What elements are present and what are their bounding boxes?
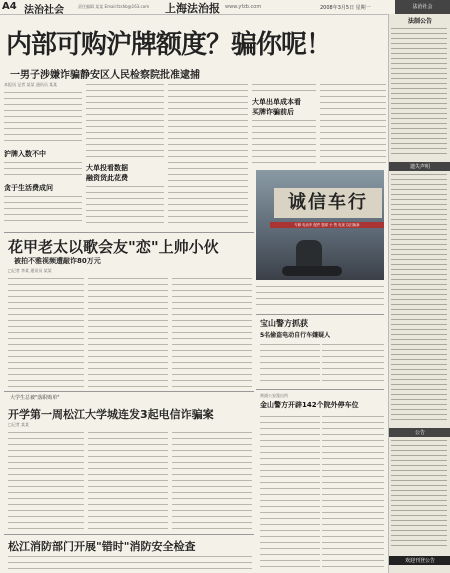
lead-column-2 (86, 82, 164, 227)
sidebar-footer: 欢迎刊登公告 (389, 556, 450, 565)
sidebar-title: 法制公告 (407, 18, 432, 25)
paper-url: www.yfzb.com (225, 4, 262, 10)
lead-headline: 内部可购沪牌额度？骗你呢！ (6, 30, 332, 60)
third-kicker: 大学生总被"落职购单" (10, 395, 60, 401)
third-body-col-2 (88, 430, 168, 532)
divider (256, 314, 384, 315)
lead-subhead: 一男子涉嫌诈骗静安区人民检察院批准逮捕 (10, 70, 200, 81)
second-body-col-3 (172, 276, 252, 388)
third-headline: 开学第一周松江大学城连发3起电信诈骗案 (8, 408, 214, 421)
section-number: A4 (2, 1, 17, 12)
right-story2-col-2 (322, 414, 384, 570)
second-body-col-2 (88, 276, 168, 388)
masthead (0, 0, 450, 15)
edition-tab: 法治社会 (395, 0, 450, 14)
notice-sidebar (388, 14, 450, 573)
lead-section-heading: 贪于生活费成问 (4, 184, 53, 192)
divider (4, 232, 254, 233)
sidebar-band: 公告 (389, 428, 450, 437)
right-story1-col-1 (260, 342, 320, 386)
second-body-col-1 (8, 276, 84, 388)
lead-column-3 (168, 82, 248, 227)
photo-scooter (282, 266, 342, 276)
editor-info: 责任编辑 某某 Email:fzshb@163.com (78, 4, 150, 9)
right-story1-col-2 (322, 342, 384, 386)
lead-section-heading: 买牌诈骗前后 (252, 108, 294, 116)
right-story2-col-1 (260, 414, 320, 570)
right-story1-subhead: 5名偷盗电动自行车嫌疑人 (260, 332, 331, 339)
second-subhead: 被拍不雅视频遭敲诈80万元 (14, 257, 101, 265)
right-story1-headline: 宝山警方抓获 (260, 319, 308, 328)
second-byline: □记者 李某 通讯员 某某 (8, 268, 52, 273)
lead-section-heading: 大单投看数据 (86, 164, 128, 172)
third-byline: □记者 某某 (8, 422, 30, 427)
sidebar-band: 遗失声明 (389, 162, 450, 171)
store-sign: 诚信车行 (274, 188, 382, 218)
divider (4, 534, 254, 535)
fourth-headline: 松江消防部门开展"错时"消防安全检查 (8, 540, 196, 553)
store-sign-strip: 专修 电动车 配件 篮球 小 售 电视 以旧换新 (270, 222, 384, 228)
lead-column-1 (4, 82, 82, 227)
divider (4, 391, 254, 392)
third-body-col-1 (8, 430, 84, 532)
section-name: 法治社会 (24, 5, 64, 16)
right-story2-headline: 金山警方开辟142个院外停车位 (260, 401, 359, 409)
issue-date: 2008年3月5日 星期一 (320, 5, 371, 11)
third-body-col-3 (172, 430, 252, 532)
store-photo (256, 170, 384, 280)
lead-byline: 本报讯 记者 某某 通讯员 某某 (4, 82, 58, 87)
lead-section-heading: 融资货此花费 (86, 174, 128, 182)
fourth-body (8, 554, 252, 572)
right-story2-kicker: 黄浦公安派出所 (260, 393, 288, 398)
second-body-col-4 (256, 284, 384, 310)
paper-name: 上海法治报 (165, 2, 220, 15)
divider (256, 389, 384, 390)
lead-section-heading: 大单出单成本看 (252, 98, 301, 106)
second-headline: 花甲老太以歌会友"恋"上帅小伙 (8, 238, 219, 256)
lead-section-heading: 沪牌入数不中 (4, 150, 46, 158)
